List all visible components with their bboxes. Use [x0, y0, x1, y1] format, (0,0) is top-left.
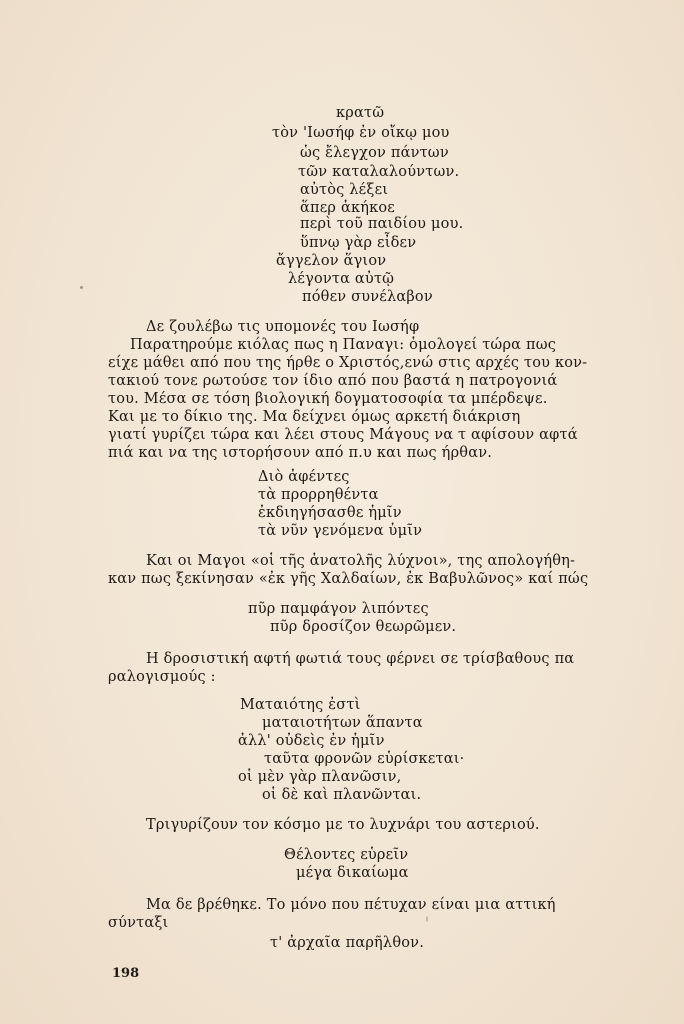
verse-line: περὶ τοῦ παιδίου μου. — [300, 216, 464, 232]
prose-line: ραλογισμούς : — [108, 669, 216, 685]
prose-line: τακιού τονε ρωτούσε τον ίδιο από που βαστά η πατρογονιά — [108, 373, 558, 389]
verse-line: τὸν 'Ιωσήφ ἐν οἴκῳ μου — [272, 125, 450, 141]
verse-line: ταῦτα φρονῶν εὑρίσκεται· — [264, 751, 465, 767]
verse-line: αὐτὸς λέξει — [300, 182, 389, 198]
verse-line: ἄγγελον ἅγιον — [276, 253, 387, 269]
verse-line: τὰ προρρηθέντα — [258, 487, 379, 503]
page-number: 198 — [112, 966, 140, 981]
verse-line: ὕπνῳ γὰρ εἶδεν — [300, 235, 417, 251]
verse-line: πόθεν συνέλαβον — [302, 289, 433, 305]
verse-line: πῦρ παμφάγον λιπόντες — [248, 601, 429, 617]
prose-line: Δε ζουλέβω τις υπομονές του Ιωσήφ — [146, 319, 420, 335]
prose-line: Παρατηρούμε κιόλας πως η Παναγι: ὁμολογεί τώρα πως — [130, 337, 557, 353]
verse-line: Θέλοντες εὑρεῖν — [284, 847, 409, 863]
prose-line: είχε μάθει από που της ήρθε ο Χριστός,ενώ στις αρχές του κον- — [108, 355, 588, 371]
verse-line: ὡς ἔλεγχον πάντων — [300, 145, 449, 161]
prose-line: σύνταξι — [108, 915, 169, 931]
prose-line: Μα δε βρέθηκε. Το μόνο που πέτυχαν είναι μια αττική — [146, 897, 556, 913]
verse-line: τ' ἀρχαῖα παρῆλθον. — [270, 935, 425, 951]
verse-line: τὰ νῦν γενόμενα ὑμῖν — [258, 523, 423, 539]
verse-line: ἅπερ ἀκήκοε — [300, 200, 396, 216]
verse-line: λέγοντα αὐτῷ — [288, 271, 395, 287]
prose-line: καν πως ξεκίνησαν «ἐκ γῆς Χαλδαίων, ἐκ Βαβυλῶνος» καί πώς — [108, 571, 589, 587]
prose-line: γιατί γυρίζει τώρα και λέει στους Μάγους να τ αφίσουν αφτά — [108, 427, 578, 443]
prose-line: Και οι Μαγοι «οἱ τῆς ἀνατολῆς λύχνοι», της απολογήθη- — [146, 553, 576, 569]
verse-line: οἱ μὲν γὰρ πλανῶσιν, — [238, 769, 402, 785]
verse-line: ματαιοτήτων ἅπαντα — [262, 715, 423, 731]
paper-speck — [80, 286, 83, 289]
verse-line: ἐκδιηγήσασθε ἡμῖν — [258, 505, 402, 521]
prose-line: Τριγυρίζουν τον κόσμο με το λυχνάρι του αστεριού. — [146, 817, 540, 833]
verse-line: οἱ δὲ καὶ πλανῶνται. — [262, 787, 422, 803]
prose-line: του. Μέσα σε τόση βιολογική δογματοσοφία τα μπέρδεψε. — [108, 391, 548, 407]
prose-line: πιά και να της ιστορήσουν από π.υ και πως ήρθαν. — [108, 445, 493, 461]
verse-line: κρατῶ — [336, 105, 385, 121]
prose-line: Και με το δίκιο της. Μα δείχνει όμως αρκετή διάκριση — [108, 409, 521, 425]
verse-line: τῶν καταλαλούντων. — [298, 164, 460, 180]
verse-line: Ματαιότης ἐστὶ — [240, 697, 361, 713]
verse-line: μέγα δικαίωμα — [296, 865, 409, 881]
prose-line: Η δροσιστική αφτή φωτιά τους φέρνει σε τρίσβαθους πα — [146, 651, 575, 667]
paper-speck — [426, 916, 428, 922]
verse-line: ἀλλ' οὐδεὶς ἐν ἡμῖν — [238, 733, 385, 749]
verse-line: Διὸ ἀφέντες — [258, 469, 350, 485]
verse-line: πῦρ δροσίζον θεωρῶμεν. — [270, 619, 457, 635]
